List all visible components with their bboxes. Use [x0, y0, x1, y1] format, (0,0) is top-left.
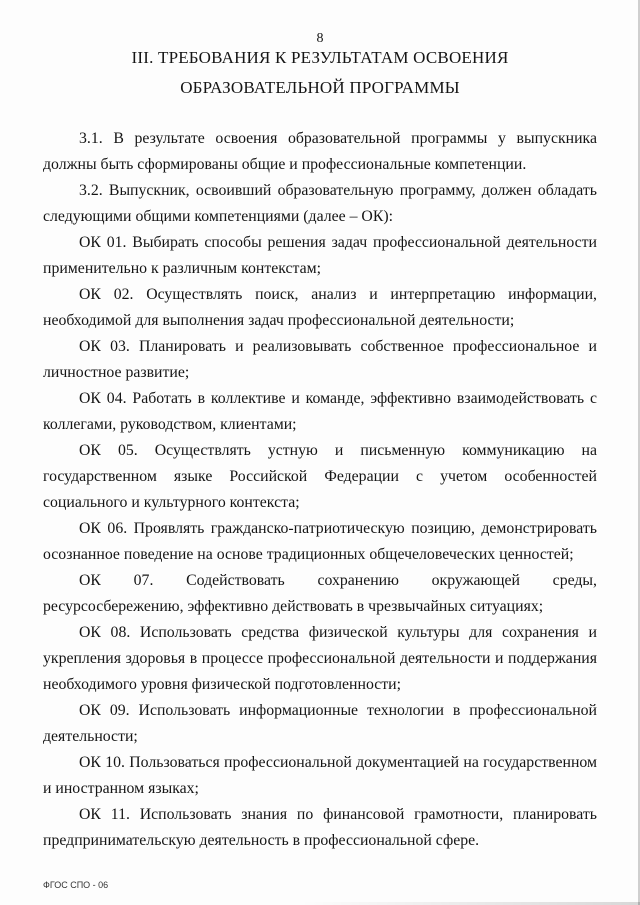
- competence-ok-04: ОК 04. Работать в коллективе и команде, эффективно взаимодействовать с коллегами, руководством, клиентами;: [43, 390, 597, 433]
- paragraph-3-2: 3.2. Выпускник, освоивший образовательную программу, должен обладать следующими общими компетенциями (далее – ОК):: [43, 182, 597, 225]
- section-heading-line-2: ОБРАЗОВАТЕЛЬНОЙ ПРОГРАММЫ: [180, 78, 460, 97]
- competence-ok-06: ОК 06. Проявлять гражданско-патриотическую позицию, демонстрировать осознанное поведение на основе традиционных общечеловеческих ценностей;: [43, 520, 597, 563]
- competence-ok-05: ОК 05. Осуществлять устную и письменную коммуникацию на государственном языке Российской Федерации с учетом особенностей социального и культурного контекста;: [43, 442, 597, 511]
- competence-ok-10: ОК 10. Пользоваться профессиональной документацией на государственном и иностранном языках;: [43, 754, 597, 797]
- competence-ok-02: ОК 02. Осуществлять поиск, анализ и интерпретацию информации, необходимой для выполнения задач профессиональной деятельности;: [43, 286, 597, 329]
- page-number: 8: [316, 31, 324, 46]
- competence-ok-09: ОК 09. Использовать информационные технологии в профессиональной деятельности;: [43, 702, 597, 745]
- paragraph-3-1: 3.1. В результате освоения образовательной программы у выпускника должны быть сформированы общие и профессиональные компетенции.: [43, 130, 597, 173]
- competence-ok-03: ОК 03. Планировать и реализовывать собственное профессиональное и личностное развитие;: [43, 338, 597, 381]
- competence-ok-11: ОК 11. Использовать знания по финансовой грамотности, планировать предпринимательскую деятельность в профессиональной сфере.: [43, 806, 597, 849]
- competence-ok-08: ОК 08. Использовать средства физической культуры для сохранения и укрепления здоровья в процессе профессиональной деятельности и поддержания необходимого уровня физической подготовленности;: [43, 624, 597, 693]
- document-body: [43, 126, 597, 854]
- section-heading-line-1: III. ТРЕБОВАНИЯ К РЕЗУЛЬТАТАМ ОСВОЕНИЯ: [131, 48, 509, 67]
- competence-ok-07: ОК 07. Содействовать сохранению окружающей среды, ресурсосбережению, эффективно действовать в чрезвычайных ситуациях;: [43, 572, 597, 615]
- competence-ok-01: ОК 01. Выбирать способы решения задач профессиональной деятельности применительно к различным контекстам;: [43, 234, 597, 277]
- page-footer: ФГОС СПО - 06: [43, 880, 109, 890]
